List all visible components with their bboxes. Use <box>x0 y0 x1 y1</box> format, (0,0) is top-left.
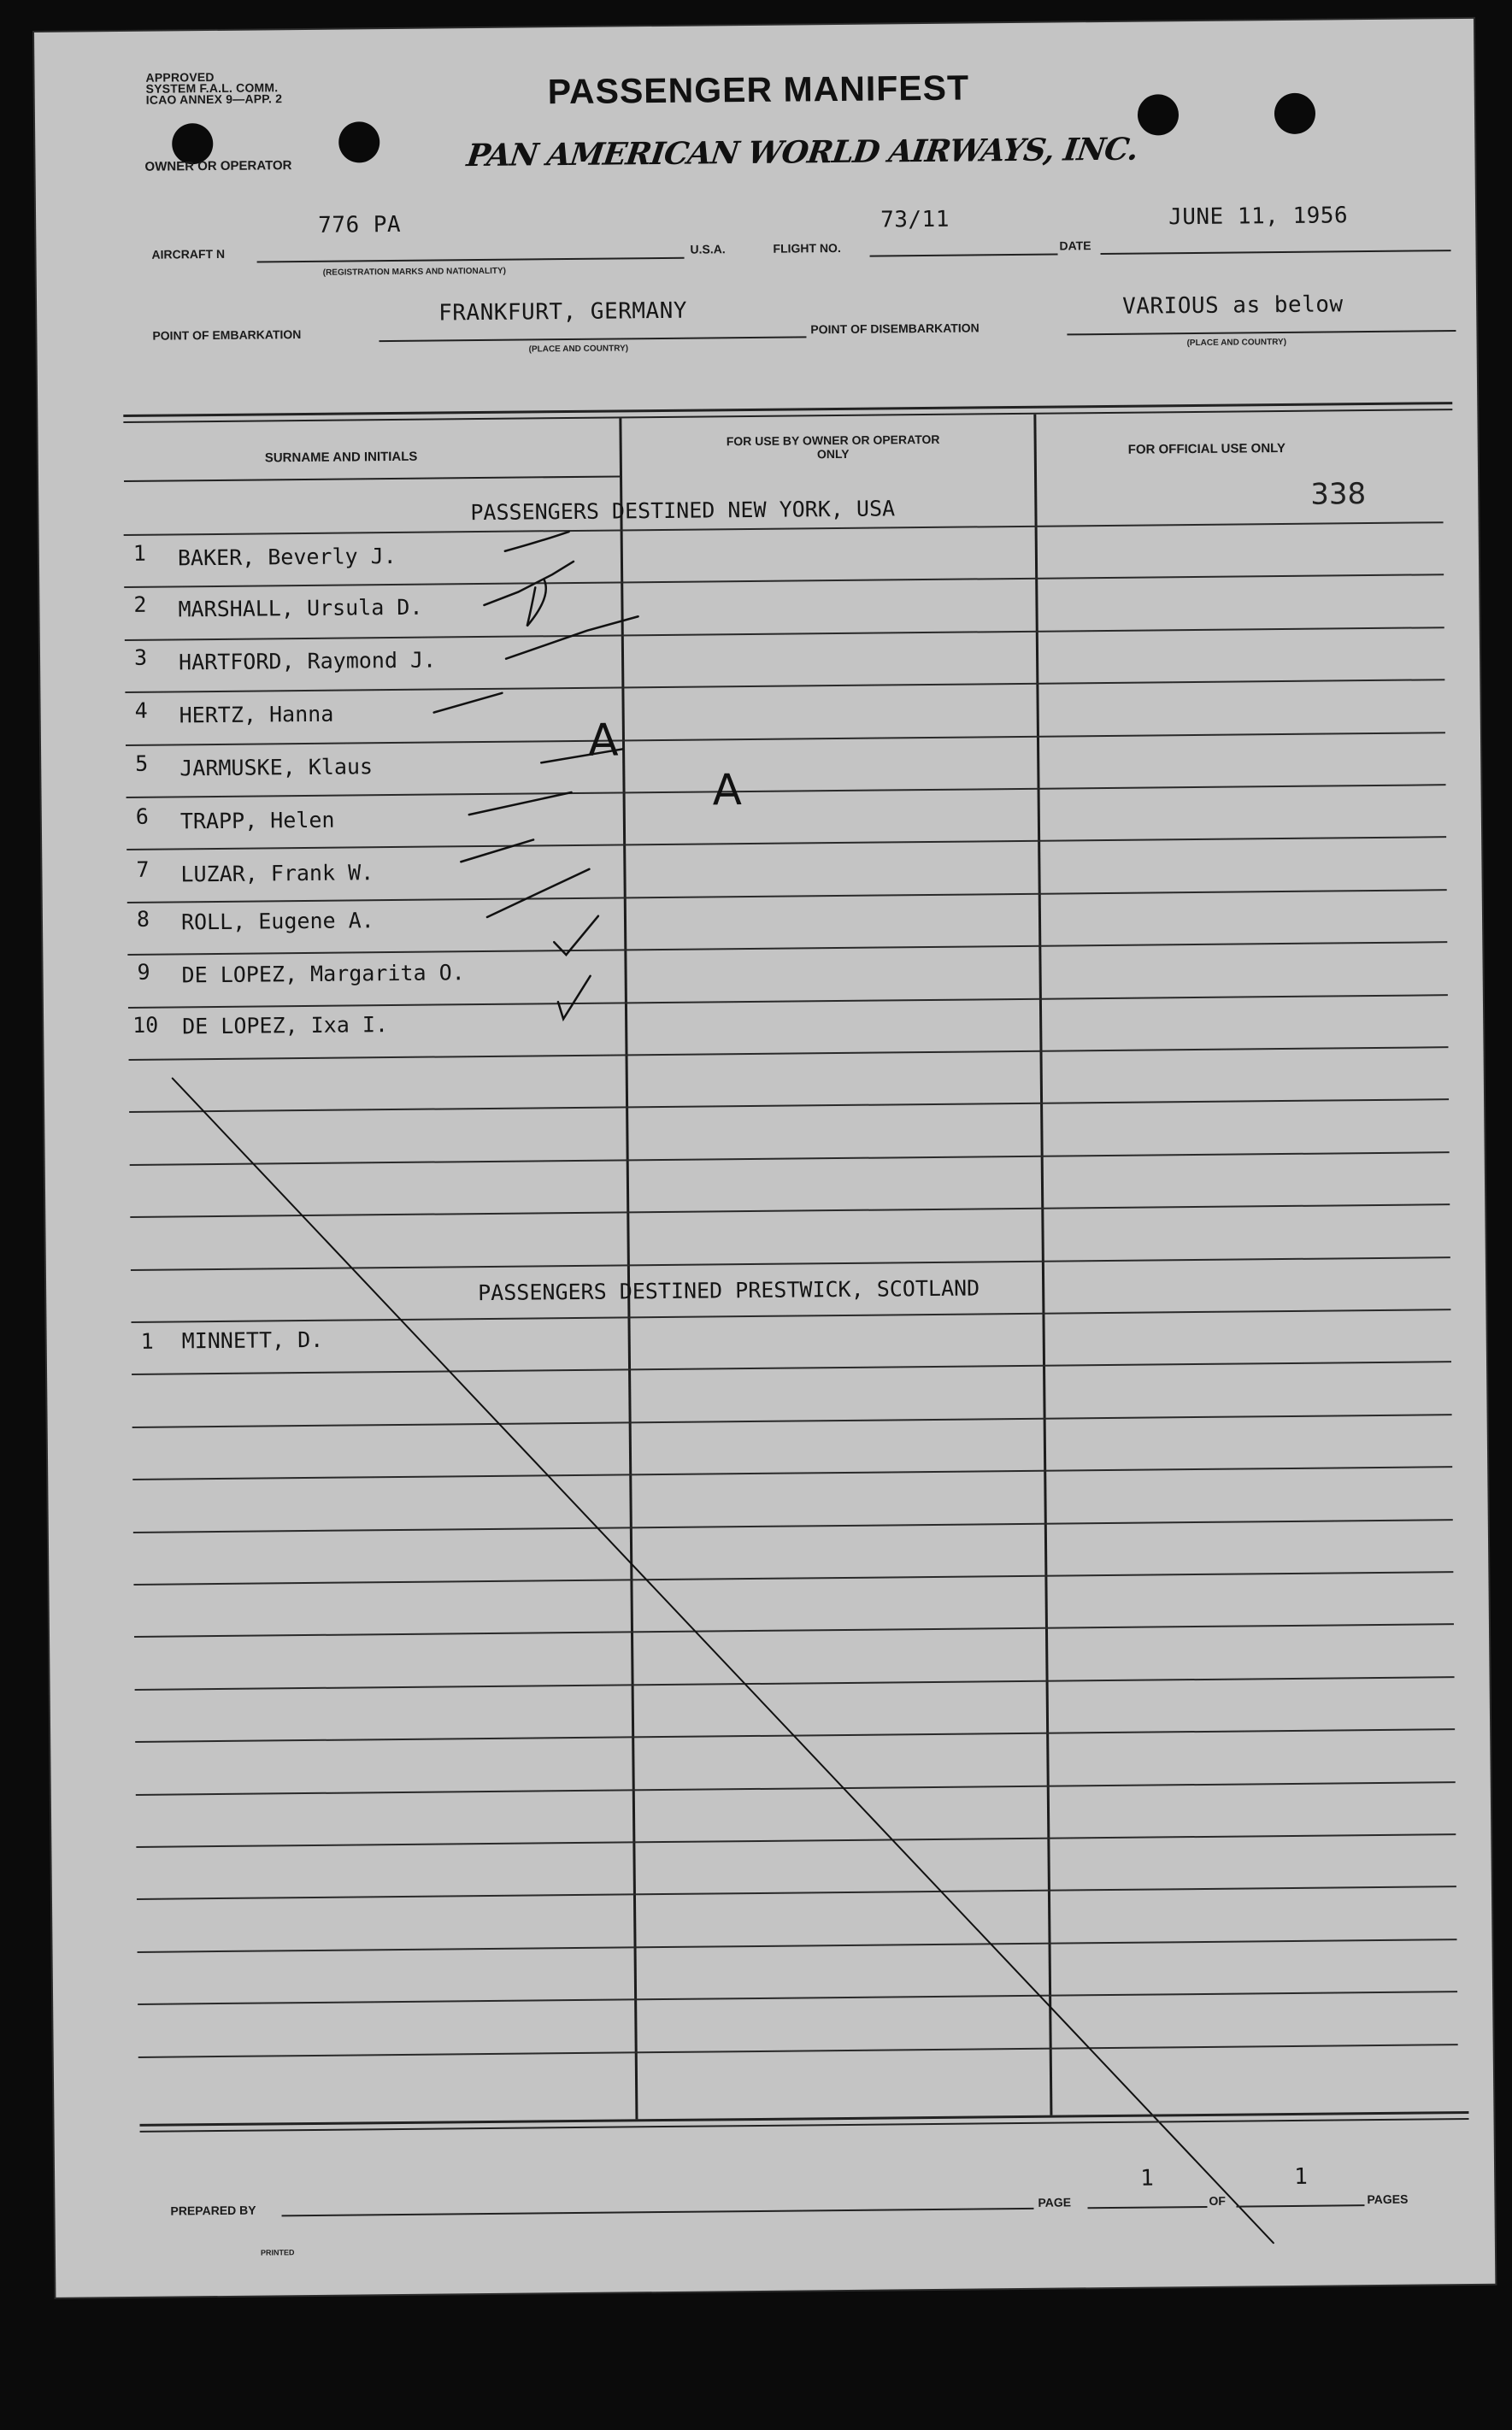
disembarkation-caption: (PLACE AND COUNTRY) <box>1186 337 1287 349</box>
registration-caption: (REGISTRATION MARKS AND NATIONALITY) <box>322 266 507 278</box>
prepared-by-label: PREPARED BY <box>170 2203 256 2218</box>
embarkation-caption: (PLACE AND COUNTRY) <box>528 344 629 355</box>
pages-label: PAGES <box>1367 2192 1409 2207</box>
nationality: U.S.A. <box>690 242 726 256</box>
printed-label: PRINTED <box>260 2248 295 2257</box>
page-label: PAGE <box>1038 2195 1072 2209</box>
passenger-name: HARTFORD, Raymond J. <box>178 647 437 675</box>
passenger-name: JARMUSKE, Klaus <box>179 754 374 781</box>
official-mark: 338 <box>1310 477 1367 512</box>
checkmark <box>554 916 598 955</box>
of-label: OF <box>1209 2193 1226 2208</box>
flight-no-value: 73/11 <box>880 206 950 233</box>
passenger-name: TRAPP, Helen <box>179 807 335 834</box>
row-number: 3 <box>133 644 148 670</box>
row-number: 10 <box>132 1012 159 1038</box>
passenger-name: MARSHALL, Ursula D. <box>178 594 423 622</box>
page-title: PASSENGER MANIFEST <box>547 68 970 112</box>
checkmark <box>433 693 502 713</box>
pages-value: 1 <box>1294 2163 1308 2190</box>
row-number: 7 <box>136 856 150 882</box>
row-number: 4 <box>134 697 148 723</box>
col-surname-header: SURNAME AND INITIALS <box>264 449 418 466</box>
row-number: 5 <box>135 750 149 776</box>
col-owner-header: FOR USE BY OWNER OR OPERATOR ONLY <box>726 432 940 462</box>
date-label: DATE <box>1059 238 1091 253</box>
manifest-sheet <box>34 19 1495 2298</box>
checkmark <box>486 869 590 917</box>
passenger-name: DE LOPEZ, Margarita O. <box>181 960 465 988</box>
row-number: 9 <box>137 959 150 985</box>
checkmark <box>469 792 572 815</box>
aircraft-label: AIRCRAFT N <box>151 246 226 262</box>
approval-line: ICAO ANNEX 9—APP. 2 <box>145 91 283 107</box>
embarkation-label: POINT OF EMBARKATION <box>152 327 302 343</box>
embarkation-value: FRANKFURT, GERMANY <box>438 297 688 327</box>
group1-heading: PASSENGERS DESTINED NEW YORK, USA <box>470 496 896 526</box>
disembarkation-value: VARIOUS as below <box>1121 291 1344 320</box>
passenger-name: HERTZ, Hanna <box>179 701 334 728</box>
checkmark <box>558 976 591 1019</box>
approval-line: APPROVED <box>145 69 215 85</box>
passenger-name: BAKER, Beverly J. <box>177 543 397 571</box>
handwritten-marks <box>34 19 1495 2298</box>
row-number: 2 <box>133 591 147 617</box>
passenger-name: ROLL, Eugene A. <box>180 908 374 935</box>
checkmark <box>461 839 533 862</box>
strike-through-line <box>173 1068 1274 2253</box>
owner-label: OWNER OR OPERATOR <box>144 158 292 174</box>
handwritten-a: A <box>712 765 743 815</box>
row-number: 1 <box>132 540 147 566</box>
row-number: 8 <box>136 906 150 932</box>
passenger-name: LUZAR, Frank W. <box>180 860 374 887</box>
airline-name: PAN AMERICAN WORLD AIRWAYS, INC. <box>464 131 1140 174</box>
passenger-name: DE LOPEZ, Ixa I. <box>182 1012 389 1039</box>
passenger-name: MINNETT, D. <box>181 1327 324 1354</box>
disembarkation-label: POINT OF DISEMBARKATION <box>810 321 980 337</box>
flight-no-label: FLIGHT NO. <box>773 240 841 256</box>
handwritten-a: A <box>587 715 619 767</box>
aircraft-value: 776 PA <box>318 211 402 238</box>
row-number: 1 <box>140 1328 154 1354</box>
approval-line: SYSTEM F.A.L. COMM. <box>145 80 279 96</box>
date-value: JUNE 11, 1956 <box>1168 203 1349 231</box>
row-number: 6 <box>135 803 150 829</box>
checkmark <box>505 532 569 551</box>
group2-heading: PASSENGERS DESTINED PRESTWICK, SCOTLAND <box>478 1275 980 1306</box>
page-value: 1 <box>1140 2165 1154 2192</box>
checkmark <box>484 562 574 605</box>
col-official-header: FOR OFFICIAL USE ONLY <box>1127 440 1286 457</box>
checkmark <box>506 616 638 658</box>
